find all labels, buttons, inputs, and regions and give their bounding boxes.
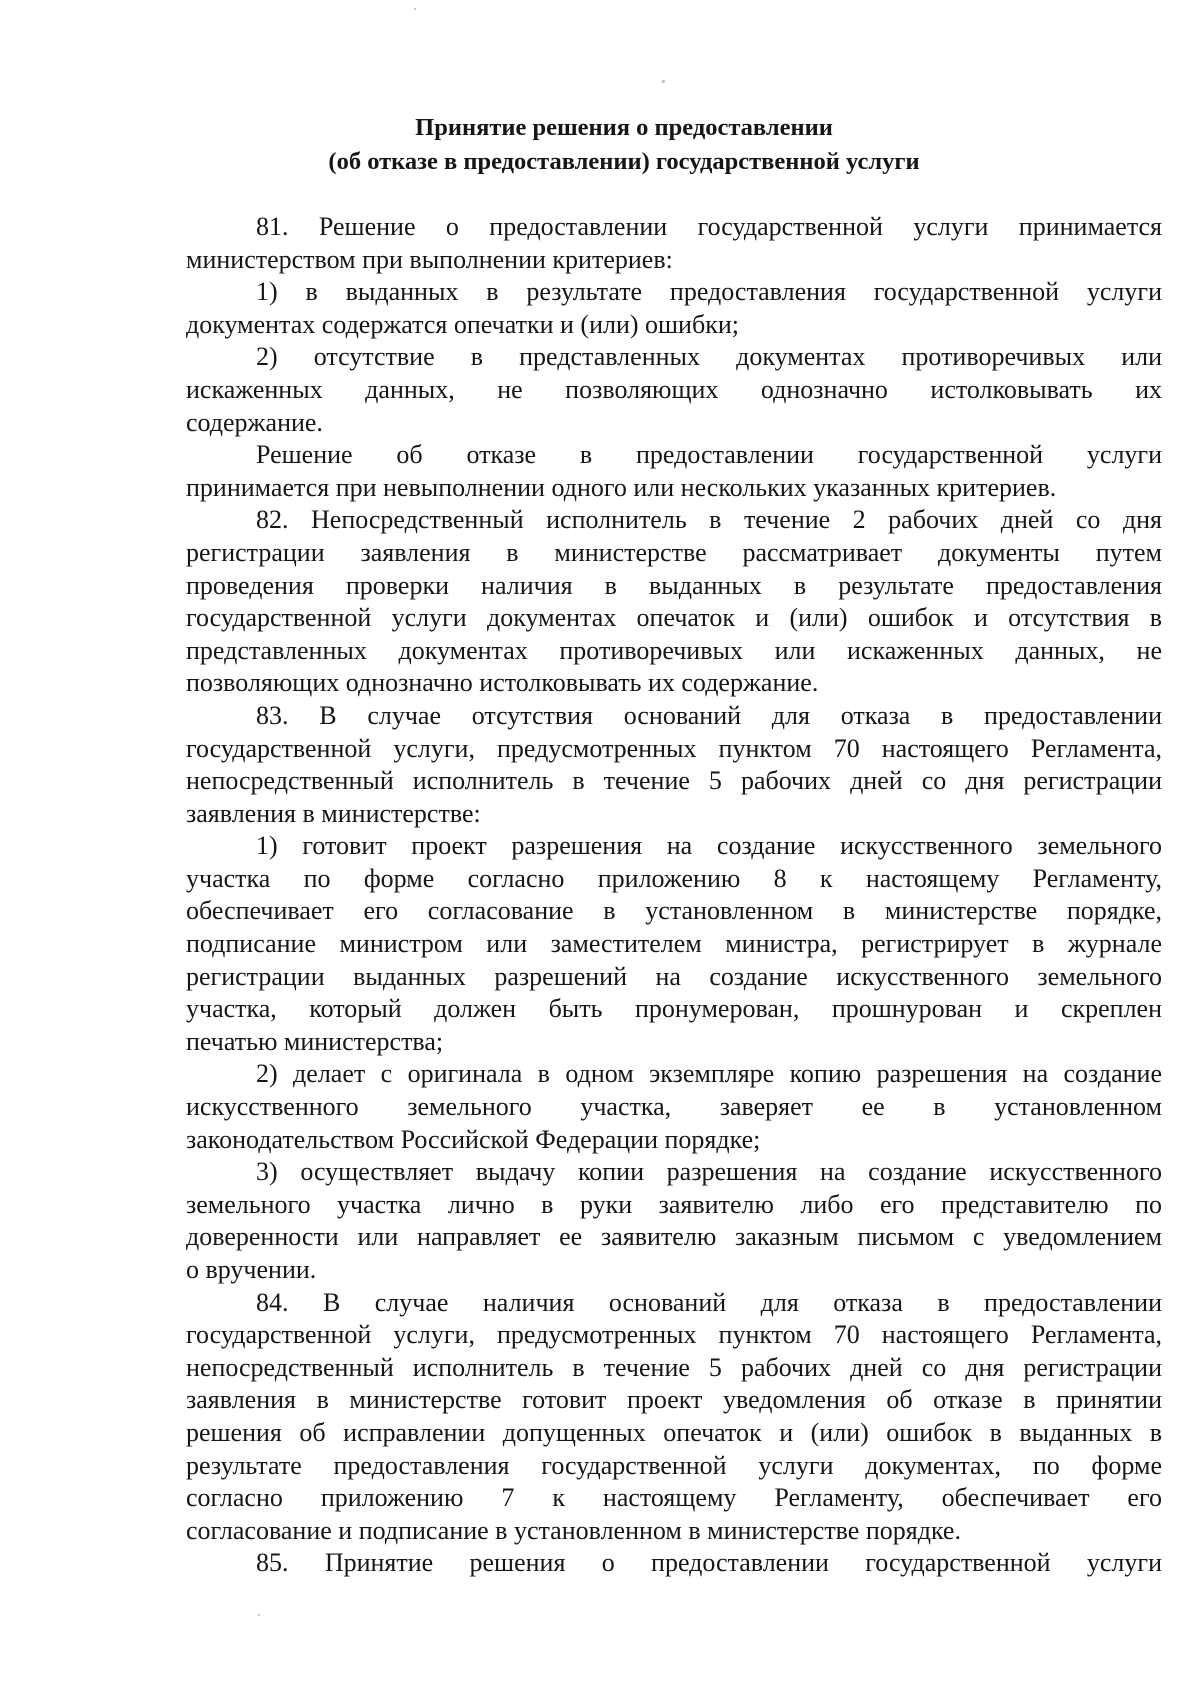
text-line: Решение об отказе в предоставлении государственной услуги (256, 440, 1162, 470)
text-line: заявления в министерстве готовит проект уведомления об отказе в принятии (186, 1385, 1162, 1415)
text-line: обеспечивает его согласование в установленном в министерстве порядке, (186, 896, 1162, 926)
text-line: решения об исправлении допущенных опечаток и (или) ошибок в выданных в (186, 1417, 1162, 1447)
text-line: 1) готовит проект разрешения на создание искусственного земельного (256, 831, 1162, 861)
heading-line: Принятие решения о предоставлении (415, 114, 833, 141)
text-line: министерством при выполнении критериев: (186, 244, 673, 274)
text-line: непосредственный исполнитель в течение 5 рабочих дней со дня регистрации (186, 766, 1162, 796)
text-line: печатью министерства; (186, 1026, 444, 1056)
document-heading (150, 111, 1098, 179)
text-line: 2) делает с оригинала в одном экземпляре копию разрешения на создание (256, 1059, 1162, 1089)
text-line: государственной услуги документах опечаток и (или) ошибок и отсутствия в (186, 603, 1162, 633)
text-line: принимается при невыполнении одного или нескольких указанных критериев. (186, 472, 1057, 502)
scan-speck (662, 80, 665, 83)
text-line: о вручении. (186, 1255, 317, 1284)
text-line: документах содержатся опечатки и (или) ошибки; (186, 309, 739, 339)
text-line: участка, который должен быть пронумерован, прошнурован и скреплен (186, 994, 1162, 1024)
text-line: законодательством Российской Федерации порядке; (186, 1124, 761, 1154)
text-line: 85. Принятие решения о предоставлении государственной услуги (256, 1548, 1162, 1578)
text-line: искусственного земельного участка, заверяет ее в установленном (186, 1092, 1162, 1122)
text-line: позволяющих однозначно истолковывать их содержание. (186, 668, 819, 698)
scan-speck (258, 1614, 260, 1616)
text-line: участка по форме согласно приложению 8 к настоящему Регламенту, (186, 863, 1162, 893)
text-line: 84. В случае наличия оснований для отказа в предоставлении (256, 1287, 1162, 1317)
text-line: содержание. (186, 407, 323, 437)
text-line: представленных документах противоречивых или искаженных данных, не (186, 635, 1162, 665)
text-line: результате предоставления государственной услуги документах, по форме (186, 1450, 1162, 1480)
text-line: 1) в выданных в результате предоставления государственной услуги (256, 277, 1162, 307)
text-line: проведения проверки наличия в выданных в результате предоставления (186, 570, 1162, 600)
text-line: заявления в министерстве: (186, 798, 481, 828)
scan-speck (414, 8, 416, 10)
text-line: государственной услуги, предусмотренных пунктом 70 настоящего Регламента, (186, 1320, 1162, 1350)
text-line: непосредственный исполнитель в течение 5 рабочих дней со дня регистрации (186, 1352, 1162, 1382)
text-line: государственной услуги, предусмотренных пунктом 70 настоящего Регламента, (186, 733, 1162, 763)
text-line: 2) отсутствие в представленных документах противоречивых или (256, 342, 1162, 372)
text-line: 82. Непосредственный исполнитель в течение 2 рабочих дней со дня (256, 505, 1162, 535)
text-line: подписание министром или заместителем министра, регистрирует в журнале (186, 929, 1162, 959)
text-line: регистрации заявления в министерстве рассматривает документы путем (186, 537, 1162, 567)
text-line: 83. В случае отсутствия оснований для отказа в предоставлении (256, 700, 1162, 730)
heading-line: (об отказе в предоставлении) государственной услуги (328, 148, 920, 175)
text-line: регистрации выданных разрешений на создание искусственного земельного (186, 961, 1162, 991)
document-body (186, 211, 1162, 1580)
text-line: согласно приложению 7 к настоящему Регламенту, обеспечивает его (186, 1483, 1162, 1513)
text-line: искаженных данных, не позволяющих однозначно истолковывать их (186, 374, 1162, 404)
text-line: согласование и подписание в установленном в министерстве порядке. (186, 1515, 961, 1545)
text-line: 3) осуществляет выдачу копии разрешения на создание искусственного (256, 1157, 1162, 1187)
text-line: земельного участка лично в руки заявителю либо его представителю по (186, 1189, 1162, 1219)
text-line: 81. Решение о предоставлении государственной услуги принимается (256, 212, 1162, 241)
text-line: доверенности или направляет ее заявителю заказным письмом с уведомлением (186, 1222, 1162, 1252)
